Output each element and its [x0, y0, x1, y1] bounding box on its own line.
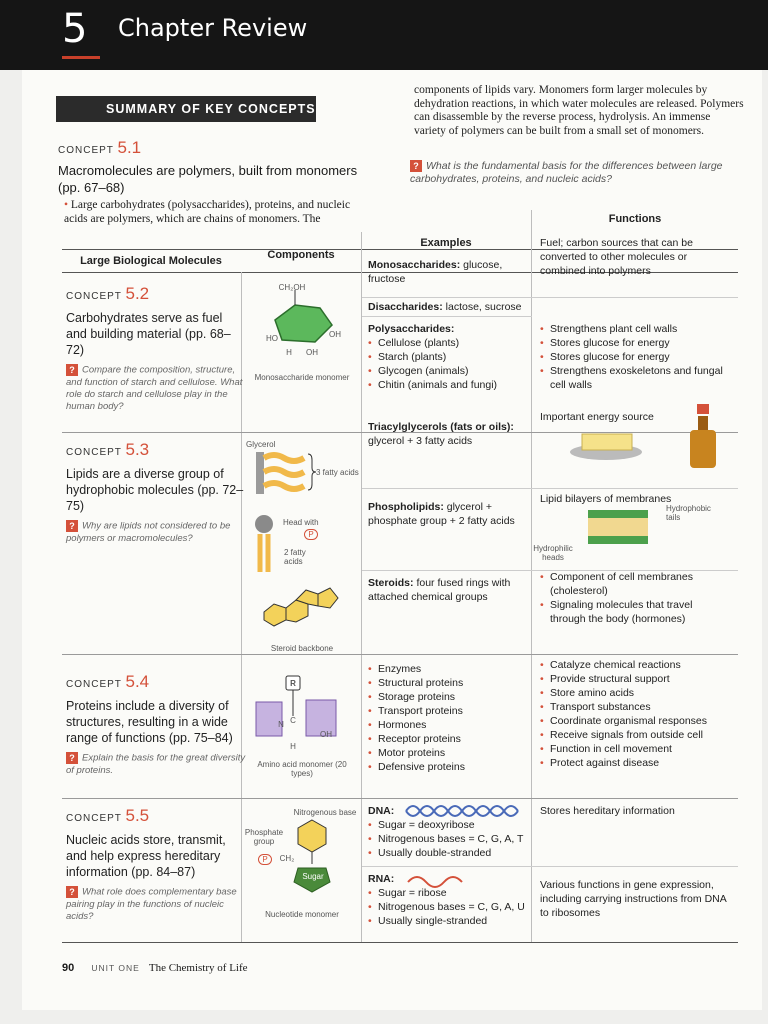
amino-caption: Amino acid monomer (20 types) — [257, 760, 347, 778]
example-dna: DNA: • Sugar = deoxyribose • Nitrogenous bases = C, G, A, T • Usually double-stranded — [368, 804, 528, 860]
nitrogenous-base-label: Nitrogenous base — [293, 808, 357, 817]
chapter-banner — [0, 0, 768, 70]
monosaccharide-caption: Monosaccharide monomer — [254, 373, 350, 382]
table-col-line — [531, 210, 532, 942]
concept-heading: Nucleic acids store, transmit, and help express hereditary information (pp. 84–87) — [66, 833, 226, 879]
concept-label: CONCEPT 5.4 — [66, 672, 150, 691]
phosphate-group-label: Phosphate group — [244, 828, 284, 846]
steroid-function-list — [540, 570, 730, 626]
phosphate-symbol: P — [258, 854, 272, 865]
phospholipid-head — [255, 515, 273, 533]
example-proteins — [368, 662, 528, 774]
example-phospholipids: Phospholipids: glycerol + phosphate group + 2 fatty acids — [368, 501, 515, 527]
example-steroids: Steroids: four fused rings with attached chemical groups — [368, 577, 511, 603]
butter-oil-illustration — [566, 400, 736, 470]
hydrophobic-tails-label: Hydrophobic tails — [666, 504, 711, 522]
concept-5-2 — [66, 284, 246, 413]
function-triacylglycerols: Important energy source — [540, 411, 654, 423]
protein-list — [368, 662, 528, 774]
concept-5-1-bullet: • Large carbohydrates (polysaccharides), proteins, and nucleic acids are polymers, which are chains of monomers. The — [64, 199, 351, 225]
chapter-title: Chapter Review — [118, 14, 308, 42]
polysaccharide-list — [368, 336, 528, 392]
list-item: • Receive signals from outside cell — [540, 728, 736, 742]
concept-5-1-heading: Macromolecules are polymers, built from monomers (pp. 67–68) — [58, 163, 358, 195]
summary-heading: SUMMARY OF KEY CONCEPTS — [56, 96, 316, 122]
amino-group-box — [256, 702, 282, 736]
two-fatty-acids-label: 2 fatty acids — [284, 548, 306, 566]
concept-label: CONCEPT 5.5 — [66, 806, 150, 825]
rna-list — [368, 886, 528, 928]
example-monosaccharides: Monosaccharides: glucose, fructose — [368, 259, 503, 285]
dna-helix-icon — [406, 804, 524, 818]
list-item: • Enzymes — [368, 662, 528, 676]
phospholipid-tails — [260, 534, 268, 572]
amino-acid-diagram — [252, 672, 352, 758]
list-item: • Storage proteins — [368, 690, 528, 704]
header-components: Components — [267, 249, 335, 261]
list-item: • Stores glucose for energy — [540, 336, 730, 350]
base-ring — [298, 820, 326, 852]
polysaccharide-function-list — [540, 322, 730, 392]
concept-5-5 — [66, 806, 246, 923]
unit-label: UNIT ONE — [91, 963, 140, 973]
head-with-label: Head with — [283, 518, 319, 527]
r-label: R — [290, 679, 296, 688]
list-item: • Cellulose (plants) — [368, 336, 528, 350]
concept-heading: Lipids are a diverse group of hydrophobic molecules (pp. 72–75) — [66, 467, 244, 513]
h-label: H — [286, 348, 292, 357]
dna-list — [368, 818, 528, 860]
example-rna: RNA: • Sugar = ribose • Nitrogenous bases = C, G, A, U • Usually single-stranded — [368, 872, 528, 928]
row-divider — [362, 488, 738, 489]
list-item: • Strengthens exoskeletons and fungal cell walls — [540, 364, 730, 392]
row-divider — [362, 316, 532, 317]
oil-bottle-cap — [697, 404, 709, 414]
concept-5-1-continued: components of lipids vary. Monomers form larger molecules by dehydration reactions, in which water molecules are released. Polymers can disassemble by the reverse process, hydrolysis. An immense variety of polymers can be built from a small set of monomers. — [414, 84, 744, 137]
list-item: • Defensive proteins — [368, 760, 528, 774]
list-item: • Nitrogenous bases = C, G, A, U — [368, 900, 528, 914]
header-functions: Functions — [608, 213, 662, 225]
header-examples: Examples — [420, 237, 472, 249]
oh-label: OH — [306, 348, 318, 357]
bilayer-tails — [588, 518, 648, 536]
hydrophilic-heads-label: Hydrophilic heads — [533, 544, 573, 562]
h-label: H — [290, 742, 296, 751]
concept-heading: Carbohydrates serve as fuel and building material (pp. 68–72) — [66, 311, 231, 357]
unit-title: The Chemistry of Life — [148, 962, 248, 974]
concept-question: ? What role does complementary base pairing play in the functions of nucleic acids? — [66, 886, 237, 922]
fatty-acids-label: 3 fatty acids — [316, 468, 359, 477]
list-item: • Signaling molecules that travel through the body (hormones) — [540, 598, 730, 626]
glycerol-bar — [256, 452, 264, 494]
list-item: • Catalyze chemical reactions — [540, 658, 736, 672]
function-polysaccharides — [540, 322, 730, 392]
protein-function-list — [540, 658, 736, 770]
list-item: • Function in cell movement — [540, 742, 736, 756]
glucose-ring — [275, 305, 332, 342]
n-label: N — [278, 720, 284, 729]
list-item: • Sugar = deoxyribose — [368, 818, 528, 832]
function-dna: Stores hereditary information — [540, 805, 675, 817]
list-item: • Transport proteins — [368, 704, 528, 718]
list-item: • Coordinate organismal responses — [540, 714, 736, 728]
butter-stick — [582, 434, 632, 450]
concept-5-4 — [66, 672, 246, 777]
nucleotide-caption: Nucleotide monomer — [265, 910, 339, 919]
concept-heading: Proteins include a diversity of structures, resulting in a wide range of functions (pp. 75–84) — [66, 699, 233, 745]
example-disaccharides: Disaccharides: lactose, sucrose — [368, 301, 522, 313]
function-phospholipids: Lipid bilayers of membranes — [540, 493, 672, 505]
steroid-diagram — [254, 582, 354, 638]
list-item: • Chitin (animals and fungi) — [368, 378, 528, 392]
row-divider — [62, 654, 738, 655]
ch2oh-label: CH₂OH — [278, 283, 306, 292]
page-number: 90 — [62, 962, 75, 974]
page-footer — [62, 962, 248, 974]
row-divider — [62, 798, 738, 799]
list-item: • Provide structural support — [540, 672, 736, 686]
bilayer-heads — [588, 536, 648, 544]
list-item: • Stores glucose for energy — [540, 350, 730, 364]
function-steroids — [540, 570, 730, 626]
concept-question: ? Why are lipids not considered to be polymers or macromolecules? — [66, 520, 231, 544]
list-item: • Nitrogenous bases = C, G, A, T — [368, 832, 528, 846]
brace — [308, 454, 316, 490]
list-item: • Transport substances — [540, 700, 736, 714]
list-item: • Starch (plants) — [368, 350, 528, 364]
function-proteins — [540, 658, 736, 770]
fatty-acid-tails — [264, 455, 304, 489]
list-item: • Structural proteins — [368, 676, 528, 690]
list-item: • Motor proteins — [368, 746, 528, 760]
sugar-label: Sugar — [302, 872, 324, 881]
list-item: • Usually double-stranded — [368, 846, 528, 860]
list-item: • Hormones — [368, 718, 528, 732]
rna-strand-icon — [408, 874, 478, 886]
list-item: • Strengthens plant cell walls — [540, 322, 730, 336]
oil-bottle — [690, 430, 716, 468]
chapter-underline — [62, 56, 100, 59]
phosphate-symbol: P — [304, 529, 318, 540]
example-polysaccharides: Polysaccharides: • Cellulose (plants) • Starch (plants) • Glycogen (animals) • Chitin (animals and fungi) — [368, 322, 528, 392]
concept-label: CONCEPT 5.2 — [66, 284, 150, 303]
ho-label: HO — [266, 334, 278, 343]
concept-question: ? Explain the basis for the great diversity of proteins. — [66, 752, 246, 776]
function-monosaccharides: Fuel; carbon sources that can be converted to other molecules or combined into polymers — [540, 237, 693, 277]
list-item: • Protect against disease — [540, 756, 736, 770]
header-molecules: Large Biological Molecules — [80, 255, 222, 267]
list-item: • Receptor proteins — [368, 732, 528, 746]
concept-5-1-label: CONCEPT 5.1 — [58, 138, 142, 157]
list-item: • Glycogen (animals) — [368, 364, 528, 378]
list-item: • Sugar = ribose — [368, 886, 528, 900]
c-label: C — [290, 716, 296, 725]
steroid-ring — [264, 604, 286, 626]
steroid-ring — [318, 588, 338, 608]
steroid-caption: Steroid backbone — [270, 644, 334, 653]
concept-5-3 — [66, 440, 246, 545]
ch2-label: CH₂ — [279, 854, 295, 863]
row-divider — [362, 866, 738, 867]
table-bottom-rule — [62, 942, 738, 943]
concept-question: ? Compare the composition, structure, and function of starch and cellulose. What role do starch and cellulose play in the human body? — [66, 364, 243, 412]
table-col-line — [361, 232, 362, 942]
concept-label: CONCEPT 5.3 — [66, 440, 150, 459]
concept-5-1-question: ? What is the fundamental basis for the differences between large carbohydrates, proteins, and nucleic acids? — [410, 160, 723, 185]
list-item: • Usually single-stranded — [368, 914, 528, 928]
oh-label: OH — [320, 730, 332, 739]
chapter-number: 5 — [62, 6, 88, 52]
function-rna: Various functions in gene expression, including carrying instructions from DNA to ribosomes — [540, 879, 727, 919]
list-item: • Component of cell membranes (cholesterol) — [540, 570, 730, 598]
list-item: • Store amino acids — [540, 686, 736, 700]
bilayer-heads — [588, 510, 648, 518]
oh-label: OH — [329, 330, 341, 339]
example-triacylglycerols: Triacylglycerols (fats or oils): glycerol + 3 fatty acids — [368, 421, 514, 447]
oil-bottle-neck — [698, 416, 708, 430]
row-divider — [362, 297, 738, 298]
glycerol-label: Glycerol — [246, 440, 276, 449]
